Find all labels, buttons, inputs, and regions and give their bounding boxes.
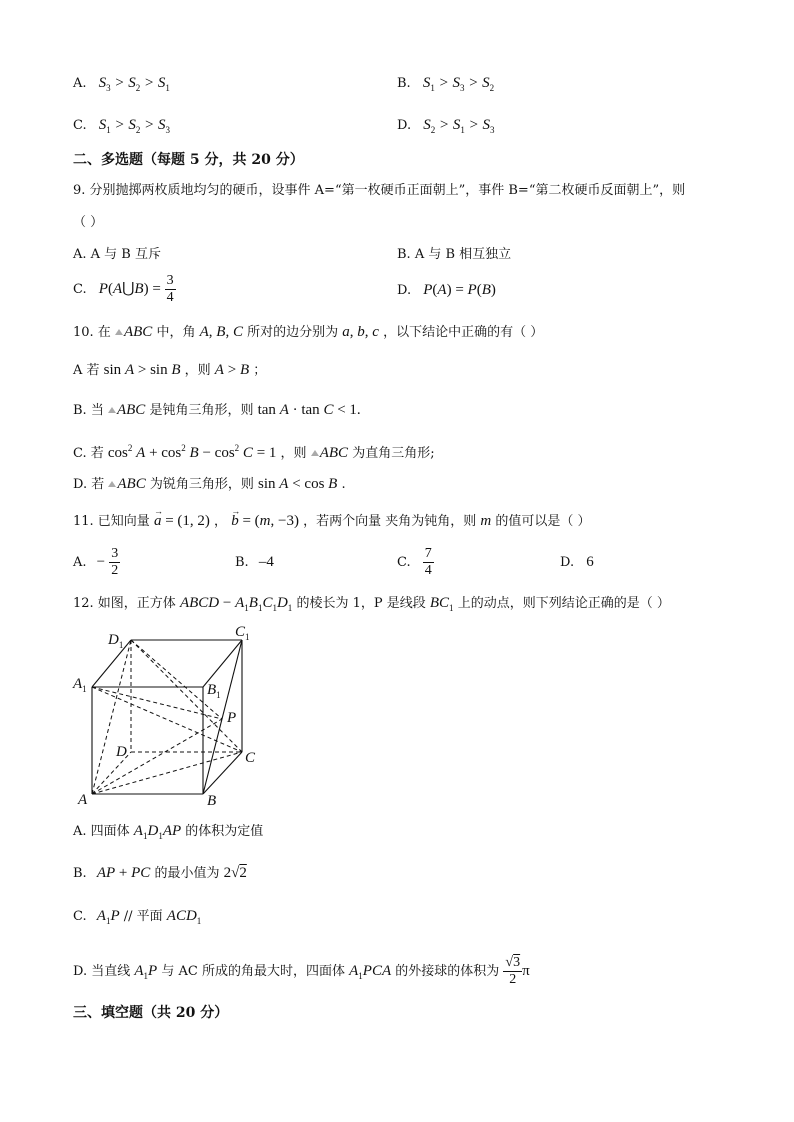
triangle-icon: [311, 450, 319, 456]
option-label: D.: [560, 555, 575, 570]
text: 11. 已知向量: [73, 514, 150, 529]
option-label: C.: [73, 118, 87, 133]
q8-option-d: D. $S_2 > S_1 > S_3$: [397, 117, 495, 135]
text: 12. 如图，正方体: [73, 596, 176, 611]
q11-option-d: [560, 553, 594, 572]
text: 的值可以是（ ）: [495, 514, 591, 529]
label-c1: $C_1$: [235, 624, 250, 642]
label-a1: $A_1$: [73, 676, 87, 694]
option-label: B.: [73, 866, 87, 881]
q10-option-b: B. 当 ABC 是钝角三角形，则 tan A · tan C < 1.: [73, 402, 361, 418]
text: 为直角三角形;: [352, 446, 435, 461]
text: 上的动点，则下列结论正确的是（ ）: [457, 596, 670, 611]
option-label: B. 当: [73, 403, 104, 418]
text: 中，角: [156, 325, 196, 340]
section-3-title: 三、填空题（共 20 分）: [73, 1005, 229, 1021]
text: ，则: [280, 446, 307, 461]
segment-d1c: [131, 640, 242, 752]
label-b: B: [207, 793, 217, 809]
text: 所对的边分别为: [247, 325, 339, 340]
text: ，则: [184, 363, 211, 378]
text: 为锐角三角形，则: [149, 477, 254, 492]
fraction-3-4: $\frac{3}{4}$: [166, 273, 174, 305]
label-p: P: [227, 710, 237, 726]
triangle-icon: [108, 407, 116, 413]
section-2-title: 二、多选题（每题 5 分，共 20 分）: [73, 152, 304, 168]
value: 6: [586, 554, 594, 570]
text: .: [341, 477, 346, 492]
option-label: C.: [73, 909, 87, 924]
text: // 平面: [123, 909, 163, 924]
label-d: D: [116, 744, 127, 760]
option-label: D. 当直线: [73, 964, 131, 979]
text: ，以下结论中正确的有（ ）: [383, 325, 544, 340]
cube-figure: [70, 622, 270, 817]
q10-option-d: D. 若 ABC 为锐角三角形，则 sin A < cos B .: [73, 476, 346, 492]
q12-option-a: A. 四面体 $A_1D_1AP$ 的体积为定值: [73, 823, 264, 841]
text: 的外接球的体积为: [395, 964, 500, 979]
q12-stem: 12. 如图，正方体 ABCD − $A_1B_1C_1D_1$ 的棱长为 1，P 是线段 $BC_1$ 上的动点，则下列结论正确的是（ ）: [73, 595, 670, 613]
option-label: B.: [235, 555, 249, 570]
text: 的棱长为 1，P 是线段: [296, 596, 426, 611]
text: 与 AC 所成的角最大时，四面体: [161, 964, 345, 979]
q8-option-c: C. $S_1 > S_2 > S_3$: [73, 117, 171, 135]
q11-option-c: [397, 546, 434, 579]
triangle-icon: [115, 329, 123, 335]
option-label: B.: [397, 76, 411, 91]
option-label: C. 若: [73, 446, 104, 461]
q12-option-d: D. 当直线 $A_1P$ 与 AC 所成的角最大时，四面体 $A_1PCA$ 的外接球的体积为 $\frac{√3}{2}$ π: [73, 955, 530, 987]
segment-d1p: [131, 640, 222, 719]
q10-stem: 10. 在 ABC 中，角 A, B, C 所对的边分别为 a, b, c ，以下结论中正确的有（ ）: [73, 324, 544, 340]
fraction-3-2: $\frac{3}{2}$: [111, 546, 119, 578]
option-label: C.: [397, 555, 411, 570]
label-a: A: [78, 792, 88, 808]
q10-option-c: C. 若 $\cos^2 A + \cos^2 B - \cos^2 C = 1$ ，则 ABC 为直角三角形;: [73, 443, 435, 461]
text: 的最小值为: [154, 866, 220, 881]
text: 是钝角三角形，则: [149, 403, 254, 418]
fraction-7-4: $\frac{7}{4}$: [424, 546, 432, 578]
triangle-icon: [108, 481, 116, 487]
text: ；: [253, 363, 267, 378]
fraction-sqrt3-2: $\frac{√3}{2}$: [505, 955, 521, 987]
option-label: A 若: [73, 363, 100, 378]
option-label: A.: [73, 76, 87, 91]
option-label: D.: [397, 118, 412, 133]
q11-stem: 11. 已知向量 → a = (1, 2) ， → b = (m, −3) ，若两个向量 夹角为钝角，则 m 的值可以是（ ）: [73, 512, 591, 531]
q12-option-c: C. $A_1P$ // 平面 $ACD_1$: [73, 908, 202, 926]
q9-answer-bracket: （ ）: [73, 215, 104, 230]
option-label: A. 四面体: [73, 824, 130, 839]
option-label: D.: [397, 283, 412, 298]
segment-ac: [92, 752, 242, 794]
q10-option-a: A 若 sin A > sin B ，则 A > B ；: [73, 362, 267, 378]
text: ，若两个向量 夹角为钝角，则: [303, 514, 477, 529]
q8-option-b: B. $S_1 > S_3 > S_2$: [397, 75, 495, 93]
q9-option-b: B. A 与 B 相互独立: [397, 247, 512, 262]
q11-option-b: [235, 553, 274, 572]
label-c: C: [245, 750, 256, 766]
q11-option-a: A. − $\frac{3}{2}$: [73, 546, 119, 578]
label-b1: $B_1$: [207, 682, 221, 700]
option-label: A.: [73, 555, 87, 570]
text: 10. 在: [73, 325, 111, 340]
text: ，: [214, 514, 228, 529]
option-label: D. 若: [73, 477, 105, 492]
text: 的体积为定值: [185, 824, 264, 839]
option-label: C.: [73, 282, 87, 297]
q12-option-b: B. AP + PC 的最小值为 2√2: [73, 865, 247, 881]
q9-option-c: C. P(A⋃B) = $\frac{3}{4}$: [73, 273, 174, 305]
q9-option-a: A. A 与 B 互斥: [73, 247, 161, 262]
q9-stem: 9. 分别抛掷两枚质地均匀的硬币，设事件 A=“第一枚硬币正面朝上”，事件 B=“第二枚硬币反面朝上”，则: [73, 183, 686, 198]
q9-option-d: D. P(A) = P(B): [397, 282, 496, 298]
label-d1: $D_1$: [108, 632, 124, 650]
q8-option-a: A. $S_3 > S_2 > S_1$: [73, 75, 170, 93]
value: –4: [258, 554, 274, 570]
